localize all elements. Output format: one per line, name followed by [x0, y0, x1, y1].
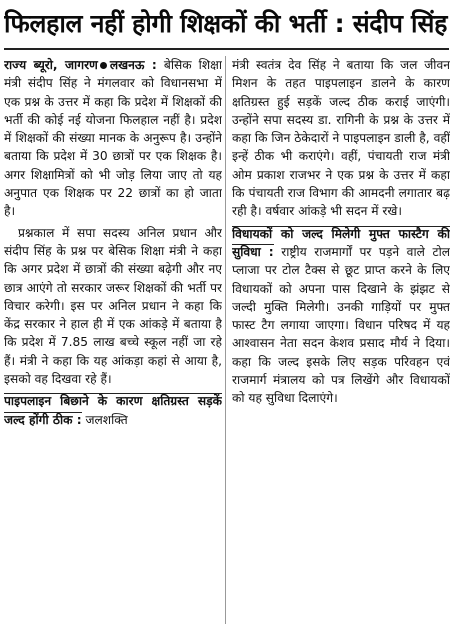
subhead-1-paragraph — [4, 392, 222, 429]
left-column — [4, 56, 222, 624]
subhead-2-paragraph — [232, 225, 450, 408]
left-paragraph-1: बेसिक शिक्षा मंत्री संदीप सिंह ने मंगलवार को विधानसभा में एक प्रश्न के उत्तर में कहा कि प्रदेश में शिक्षकों की भर्ती की कोई नई योजना फिलहाल नहीं है। प्रदेश में शिक्षकों की संख्या मानक के अनुरूप है। उन्होंने बताया कि प्रदेश में 30 छात्रों पर एक शिक्षक है। अगर शिक्षामित्रों को भी जोड़ लिया जाए तो यह अनुपात एक शिक्षक पर 22 छात्रों का हो जाता है। — [4, 58, 222, 219]
subhead-1-tail: जलशक्ति — [85, 412, 128, 427]
dateline: राज्य ब्यूरो, जागरण — [4, 58, 98, 72]
right-column — [232, 56, 450, 624]
bullet-icon — [100, 62, 107, 69]
dateline-city: लखनऊ : — [109, 58, 157, 72]
left-paragraph-2: प्रश्नकाल में सपा सदस्य अनिल प्रधान और संदीप सिंह के प्रश्न पर बेसिक शिक्षा मंत्री ने कहा कि अगर प्रदेश में छात्रों की संख्या बढ़ेगी और नए छात्र आएंगे तो सरकार जरूर शिक्षकों की भर्ती पर विचार करेगी। इस पर अनिल प्रधान ने कहा कि केंद्र सरकार ने हाल ही में एक आंकड़े में बताया है कि प्रदेश में 7.85 लाख बच्चे स्कूल नहीं जा रहे हैं। मंत्री ने कहा कि यह आंकड़ा कहां से आया है, इसको वह दिखवा रहे हैं। — [4, 225, 222, 387]
column-divider — [225, 56, 226, 624]
right-paragraph-1: मंत्री स्वतंत्र देव सिंह ने बताया कि जल जीवन मिशन के तहत पाइपलाइन डालने के कारण क्षतिग्रस्त हुई सड़कें जल्द ठीक कराई जाएंगी। उन्होंने सपा सदस्य डा. रागिनी के प्रश्न के उत्तर में कहा कि जिन ठेकेदारों ने पाइपलाइन डाली है, वहीं इन्हें ठीक भी कराएंगे। वहीं, पंचायती राज मंत्री ओम प्रकाश राजभर ने एक प्रश्न के उत्तर में कहा कि पंचायती राज विभाग की आमदनी लगातार बढ़ रही है। वर्षवार आंकड़े भी सदन में रखे। — [232, 58, 450, 219]
subhead-pipeline: पाइपलाइन बिछाने के कारण क्षतिग्रस्त सड़कें जल्द होंगी ठीक : — [4, 394, 222, 427]
headline-rule — [4, 48, 449, 50]
headline: फिलहाल नहीं होगी शिक्षकों की भर्ती : संदीप सिंह — [4, 9, 448, 38]
right-paragraph-2: राष्ट्रीय राजमार्गों पर पड़ने वाले टोल प्लाजा पर टोल टैक्स से छूट प्राप्त करने के लिए विधायकों को अपना पास दिखाने के झंझट से जल्दी मुक्ति मिलेगी। उनकी गाड़ियों पर मुफ्त फास्ट टैग लगाया जाएगा। विधान परिषद में यह आश्वासन नेता सदन केशव प्रसाद मौर्य ने दिया। कहा कि जल्द इसके लिए सड़क परिवहन एवं राजमार्ग मंत्रालय को पत्र लिखेंगे और विधायकों को यह सुविधा दिलाएंगे। — [232, 244, 450, 406]
lead-paragraph — [4, 56, 222, 221]
subhead-fastag: विधायकों को जल्द मिलेगी मुफ्त फास्टैग की सुविधा : — [232, 226, 450, 259]
